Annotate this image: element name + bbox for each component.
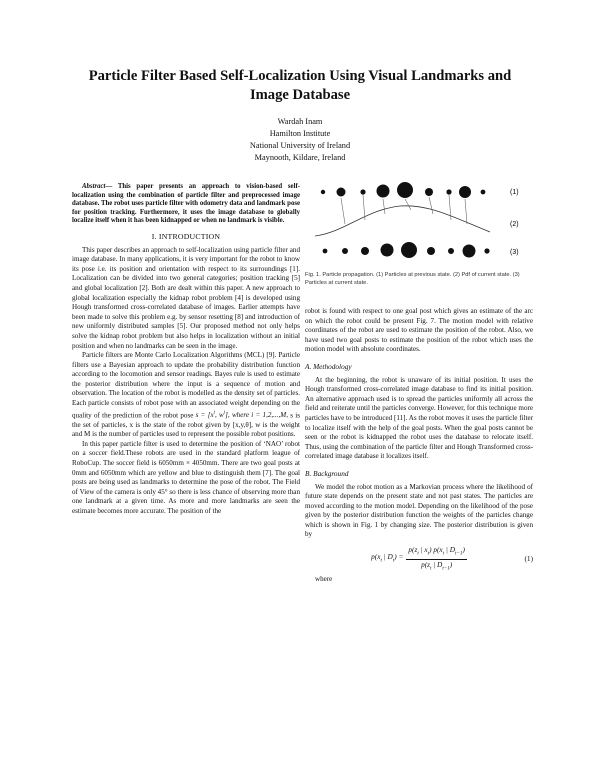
author-block (150, 116, 450, 164)
particle (448, 248, 454, 254)
equation-numerator: $p(z_t$ | $x_t$) $p(x_t$ | $D_{t-1}$) (406, 545, 466, 559)
intro-paragraph-2: Particle filters are Monte Carlo Localization Algorithms (MCL) [9]. Particle filters use a Bayesian approach to update the probability distribution function according to the locomotion and sensor readings. Bayes rule is used to estimate the posterior distribution where the input is a sequence of motion and observation. The location of the robot is modelled as the density set of particles. Each particle consists of robot pose with an associated weight depending on the quality of the prediction of the robot pose $s = [x^i$, $w^i$], where i = 1,2,...,M, s is the set of particles, x is the state of the robot given by [x,y,θ], w is the weight and M is the number of particles used to represent the possible robot positions. (72, 351, 300, 439)
title-line-2: Image Database (249, 87, 351, 103)
methodology-paragraph: At the beginning, the robot is unaware of its initial position. It uses the Hough transformed cross-correlated image database to find its initial position. An alternative approach used is to spread the particles uniformly all across the field and reiterate until the particles converge. However, for this technique more particles have to be introduced [11]. As the robot moves it uses the particle filter to localize itself with the help of the goal posts. When the goal posts cannot be seen or the robot is kidnapped the robot uses the database to relocate itself. Thus, using the combination of the particle filter and Hough Transformed cross-correlated image database it localizes itself. (305, 375, 533, 461)
particles-previous-state (321, 182, 486, 198)
intro-paragraph-1: This paper describes an approach to self-localization using particle filter and image database. In many applications, it is very important for the robot to know its pose i.e. its position and orientation with respect to its surroundings [1]. Localization can be divided into two general categories; position tracking [5] and global localization [2]. Both are dealt within this paper. A new approach to global localization especially the kidnap robot problem [4] is developed using Hough transformed cross-correlated database of images. Earlier attempts have been made to solve this problem e.g. by sensor resetting [8] and introduction of new uniformly distributed samples [5]. Our proposed method not only helps solve the kidnap robot problem but also helps in localization without an initial position and when no landmarks can be seen in the image. (72, 245, 300, 350)
intro-paragraph-3: In this paper particle filter is used to determine the position of ‘NAO’ robot on a soccer field.These robots are used in the standard platform league of RoboCup. The soccer field is 6050mm × 4050mm. There are two goal posts at 0mm and 6050mm which are yellow and blue to distinguish them [7]. The goal posts are being used as landmarks to determine the pose of the robot. The Field of View of the camera is only 45° so there is less chance of observing more than one landmark at a given time. As more and more landmarks are seen the estimate becomes more accurate. The position of the (72, 439, 300, 515)
where-text: where (315, 575, 333, 584)
particle (381, 244, 394, 257)
equation-fraction (406, 545, 466, 573)
paper-title (60, 67, 540, 105)
author-address: Maynooth, Kildare, Ireland (254, 153, 346, 162)
author-affiliation-1: Hamilton Institute (269, 129, 331, 138)
propagation-arrows (341, 195, 467, 224)
right-paragraph-1: robot is found with respect to one goal post which gives an estimate of the arc on which the robot could be present Fig. 7. The motion model with relative coordinates of the robot are used to estimate the position of the robot. Also, we have used two goal posts to estimate the position of the robot which uses the motion model with absolute coordinates. (305, 307, 533, 354)
particle (401, 242, 417, 258)
particle (459, 186, 471, 198)
label-1: (1) (510, 189, 519, 196)
left-column (72, 183, 300, 517)
particle (463, 245, 476, 258)
label-2: (2) (510, 221, 519, 228)
label-3: (3) (510, 249, 519, 256)
background-paragraph: We model the robot motion as a Markovian process where the likelihood of future state depends on the present state and not past states. The particles are moved according to the motion model. Depending on the likelihood of the pose given by the posterior distribution function the weights of the particles change which is shown in Fig. 1 by changing size. The posterior distribution is given by (305, 482, 533, 539)
particle (337, 188, 346, 197)
subsection-background: B. Background (305, 468, 349, 478)
figure-particle-propagation (305, 180, 533, 264)
particle (397, 182, 413, 198)
particle (377, 185, 390, 198)
particle (481, 190, 486, 195)
equation-number: (1) (524, 554, 533, 564)
particle (427, 247, 435, 255)
particle (323, 249, 328, 254)
particle (446, 189, 451, 194)
figure-caption: Fig. 1. Particle propagation. (1) Particles at previous state. (2) Pdf of current state. (3) Particles at current state. (305, 272, 520, 286)
equation-denominator: $p(z_t$ | $D_{t-1}$) (421, 559, 453, 572)
author-affiliation-2: National University of Ireland (249, 141, 351, 150)
particle (361, 247, 369, 255)
right-column (305, 307, 533, 585)
abstract-label: Abstract (82, 183, 106, 190)
equation-1 (305, 545, 533, 572)
particle (321, 190, 325, 194)
particle (425, 188, 433, 196)
particles-current-state (323, 242, 490, 258)
abstract-text: — This paper presents an approach to vision-based self-localization using the combination of particle filter and preprocessed image database. The robot uses particle filter with odometry data and landmark pose for position tracking. Furthermore, it uses the image database to globally localize itself when it has been kidnapped or when no landmark is visible. (72, 183, 300, 225)
title-line-1: Particle Filter Based Self-Localization Using Visual Landmarks and (88, 68, 512, 84)
particle (342, 248, 348, 254)
section-heading-introduction: I. INTRODUCTION (151, 231, 221, 241)
particle (360, 189, 365, 194)
subsection-methodology: A. Methodology (305, 361, 352, 371)
pdf-curve (315, 206, 490, 236)
figure-svg (305, 180, 533, 264)
equation-lhs: $p(x_t$ | $D_t$) = (371, 552, 404, 564)
abstract (72, 183, 300, 226)
author-name: Wardah Inam (277, 117, 323, 126)
particle (484, 248, 489, 253)
